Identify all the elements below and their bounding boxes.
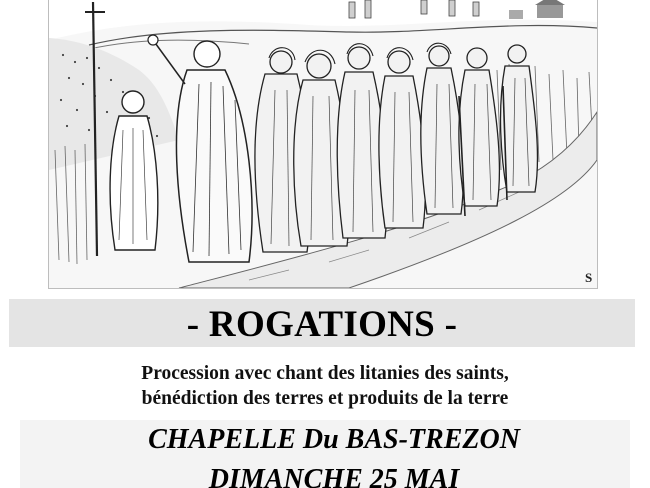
description-line-2: bénédiction des terres et produits de la terre xyxy=(141,388,509,409)
title-band xyxy=(9,299,635,347)
event-location: CHAPELLE Du BAS-TREZON xyxy=(148,424,520,455)
artist-signature: S xyxy=(585,270,593,285)
procession-engraving xyxy=(48,0,598,289)
poster-title: - ROGATIONS - xyxy=(186,303,458,345)
description-line-1: Procession avec chant des litanies des saints, xyxy=(141,363,509,384)
event-date: DIMANCHE 25 MAI xyxy=(208,464,460,488)
event-description xyxy=(0,361,650,411)
procession-illustration xyxy=(49,0,597,288)
